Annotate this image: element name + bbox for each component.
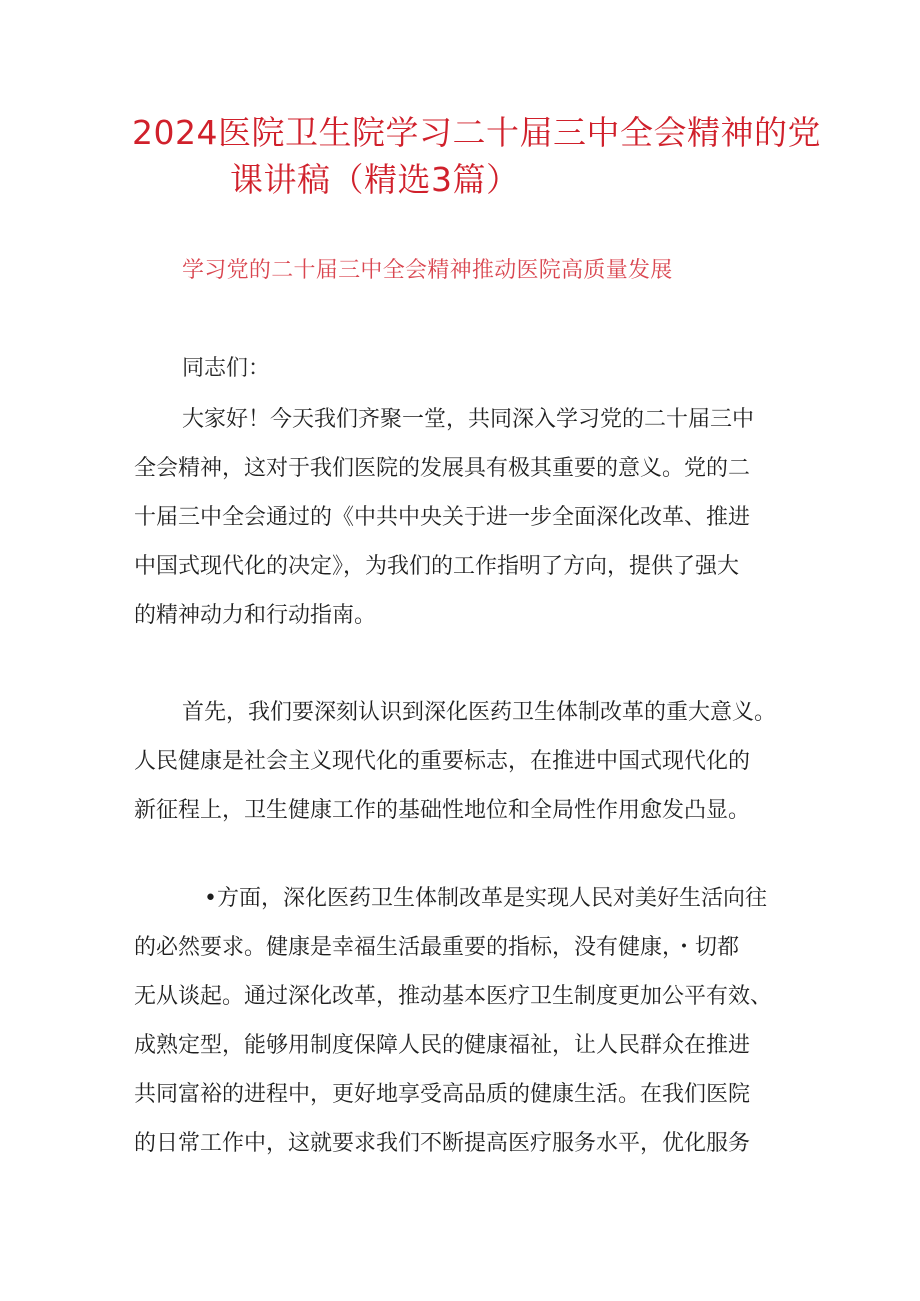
- paragraph-line: 的精神动力和行动指南。: [134, 603, 377, 628]
- paragraph-line: 的必然要求。健康是幸福生活最重要的指标，没有健康，・切都: [134, 935, 740, 960]
- paragraph-line: 全会精神，这对于我们医院的发展具有极其重要的意义。党的二: [134, 456, 751, 481]
- paragraph-line: 十届三中全会通过的《中共中央关于进一步全面深化改革、推进: [134, 505, 751, 530]
- greeting: 同志们：: [182, 356, 271, 381]
- paragraph-line: 的日常工作中，这就要求我们不断提高医疗服务水平，优化服务: [134, 1131, 751, 1156]
- paragraph-1: [134, 395, 794, 640]
- paragraph-line: •方面，深化医药卫生体制改革是实现人民对美好生活向往: [204, 886, 767, 911]
- paragraph-line: 大家好！今天我们齐聚一堂，共同深入学习党的二十届三中: [182, 407, 755, 432]
- paragraph-line: 中国式现代化的决定》，为我们的工作指明了方向，提供了强大: [134, 554, 740, 579]
- paragraph-line: 共同富裕的进程中，更好地享受高品质的健康生活。在我们医院: [134, 1082, 751, 1107]
- document-title-line-1: 2024医院卫生院学习二十届三中全会精神的党: [132, 113, 821, 152]
- paragraph-3: [134, 874, 794, 1168]
- paragraph-line: 新征程上，卫生健康工作的基础性地位和全局性作用愈发凸显。: [134, 798, 751, 823]
- document-title-line-2: 课讲稿（精选3篇）: [230, 160, 520, 199]
- paragraph-2: [134, 688, 794, 835]
- paragraph-line: 首先，我们要深刻认识到深化医药卫生体制改革的重大意义。: [182, 700, 777, 725]
- paragraph-line: 成熟定型，能够用制度保障人民的健康福祉，让人民群众在推进: [134, 1033, 751, 1058]
- document-subtitle: 学习党的二十届三中全会精神推动医院高质量发展: [182, 258, 673, 283]
- paragraph-line: 无从谈起。通过深化改革，推动基本医疗卫生制度更加公平有效、: [134, 984, 773, 1009]
- paragraph-line: 人民健康是社会主义现代化的重要标志，在推进中国式现代化的: [134, 749, 751, 774]
